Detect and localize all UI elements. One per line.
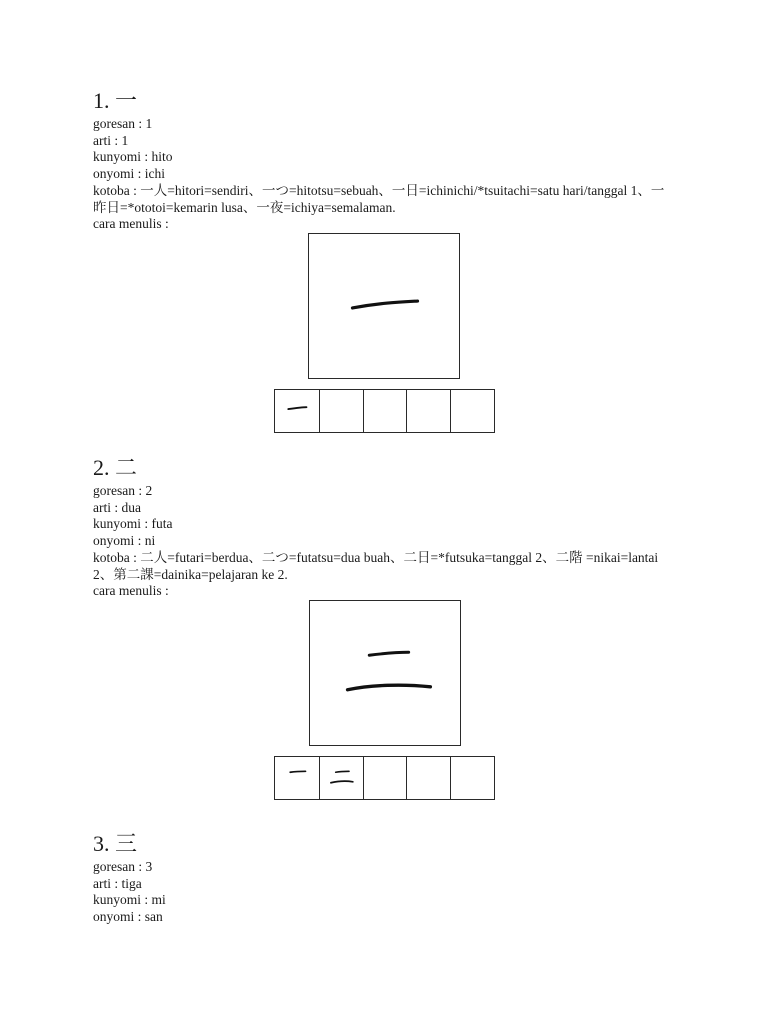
- stroke-cell-2: [319, 757, 363, 799]
- arti-line: arti : 1: [93, 132, 129, 148]
- stroke-cell-5: [450, 390, 494, 432]
- kotoba-line: kotoba : 一人=hitori=sendiri、一つ=hitotsu=sebuah、一日=ichinichi/*tsuitachi=satu hari/tanggal 1、一昨日=*ototoi=kemarin lusa、一夜=ichiya=semalaman.: [93, 182, 665, 215]
- stroke-diagram-large-1: [308, 233, 460, 379]
- stroke-cell-1: [275, 757, 319, 799]
- cara-menulis-line: cara menulis :: [93, 216, 169, 232]
- stroke-cell-2: [319, 390, 363, 432]
- arti-line: arti : tiga: [93, 875, 142, 891]
- stroke-cell-5: [450, 757, 494, 799]
- cara-menulis-line: cara menulis :: [93, 583, 169, 599]
- goresan-line: goresan : 2: [93, 483, 153, 498]
- stroke-order-strip-2: [274, 756, 495, 800]
- stroke-cell-1: [275, 390, 319, 432]
- kunyomi-line: kunyomi : futa: [93, 516, 173, 532]
- entry-heading: 2. 二: [93, 455, 138, 480]
- onyomi-line: onyomi : ni: [93, 533, 156, 549]
- kanji-entry-3: [93, 831, 673, 926]
- kanji-ichi-drawing: [309, 234, 459, 378]
- goresan-line: goresan : 1: [93, 116, 153, 131]
- kanji-entry-1: [93, 88, 673, 233]
- kanji-entry-2: [93, 455, 673, 600]
- stroke-cell-4: [406, 390, 450, 432]
- entry-heading: 3. 三: [93, 831, 138, 856]
- onyomi-line: onyomi : san: [93, 909, 163, 925]
- stroke-cell-3: [363, 757, 407, 799]
- kanji-ni-drawing: [310, 601, 460, 745]
- goresan-line: goresan : 3: [93, 859, 153, 874]
- stroke-order-strip-1: [274, 389, 495, 433]
- entry-heading: 1. 一: [93, 88, 138, 113]
- onyomi-line: onyomi : ichi: [93, 166, 165, 182]
- kunyomi-line: kunyomi : mi: [93, 892, 166, 908]
- kotoba-line: kotoba : 二人=futari=berdua、二つ=futatsu=dua buah、二日=*futsuka=tanggal 2、二階 =nikai=lantai 2、第二課=dainika=pelajaran ke 2.: [93, 549, 659, 582]
- arti-line: arti : dua: [93, 499, 141, 515]
- stroke-cell-4: [406, 757, 450, 799]
- stroke-diagram-large-2: [309, 600, 461, 746]
- kunyomi-line: kunyomi : hito: [93, 149, 173, 165]
- stroke-cell-3: [363, 390, 407, 432]
